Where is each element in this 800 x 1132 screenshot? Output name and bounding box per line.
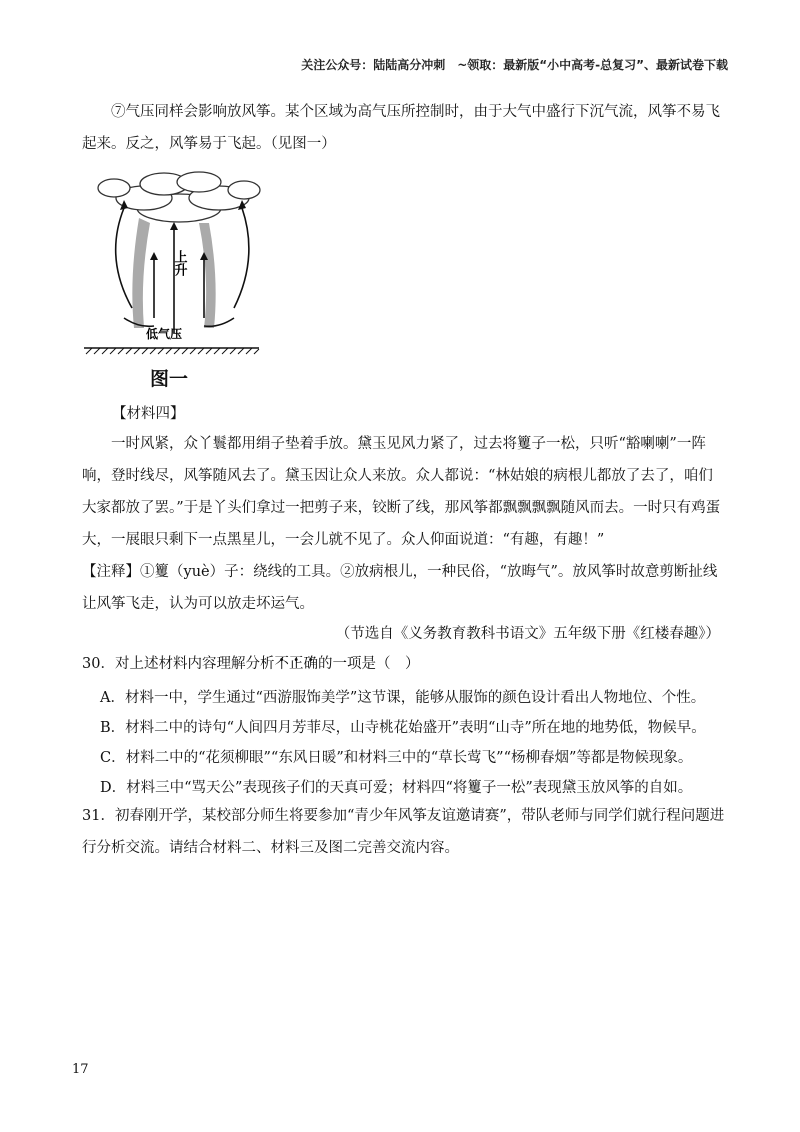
- item-7-paragraph: ⑦气压同样会影响放风筝。某个区域为高气压所控制时，由于大气中盛行下沉气流，风筝不易飞起来。反之，风筝易于飞起。（见图一）: [82, 104, 720, 152]
- material-4-heading: 【材料四】: [112, 406, 185, 422]
- page-header: 关注公众号：陆陆高分冲刺 ~领取：最新版“小中高考-总复习”、最新试卷下载: [301, 58, 728, 72]
- question-30-option-b: B．材料二中的诗句“人间四月芳菲尽，山寺桃花始盛开”表明“山寺”所在地的地势低，物候早。: [100, 720, 706, 736]
- question-30-option-d: D．材料三中“骂天公”表现孩子们的天真可爱；材料四“将籰子一松”表现黛玉放风筝的自如。: [100, 780, 693, 796]
- material-4-source: （节选自《义务教育教科书语文》五年级下册《红楼春趣》）: [335, 626, 720, 642]
- question-30-option-c: C．材料二中的“花须柳眼”“东风日暖”和材料三中的“草长莺飞”“杨柳春烟”等都是物候现象。: [100, 750, 693, 766]
- question-31: 31．初春刚开学，某校部分师生将要参加“青少年风筝友谊邀请赛”，带队老师与同学们就行程问题进行分析交流。请结合材料二、材料三及图二完善交流内容。: [82, 808, 725, 856]
- up-label: 上升: [171, 250, 187, 276]
- question-30-stem: 30．对上述材料内容理解分析不正确的一项是（ ）: [82, 656, 420, 672]
- material-4-text: 一时风紧，众丫鬟都用绢子垫着手放。黛玉见风力紧了，过去将籰子一松，只听“豁喇喇”一阵响，登时线尽，风筝随风去了。黛玉因让众人来放。众人都说：“林姑娘的病根儿都放了去了，咱们大家都放了罢。”于是丫头们拿过一把剪子来，铰断了线，那风筝都飘飘飘飘随风而去。一时只有鸡蛋大，一展眼只剩下一点黑星儿，一会儿就不见了。众人仰面说道：“有趣，有趣！”: [82, 436, 721, 548]
- figure-caption: 图一: [150, 368, 189, 390]
- material-4-note: 【注释】①籰（yuè）子：绕线的工具。②放病根儿，一种民俗，“放晦气”。放风筝时故意剪断扯线让风筝飞走，认为可以放走坏运气。: [82, 564, 718, 612]
- low-pressure-label: 低气压: [146, 327, 183, 341]
- page-number: 17: [72, 1062, 89, 1077]
- question-30-option-a: A．材料一中，学生通过“西游服饰美学”这节课，能够从服饰的颜色设计看出人物地位、个性。: [100, 690, 706, 706]
